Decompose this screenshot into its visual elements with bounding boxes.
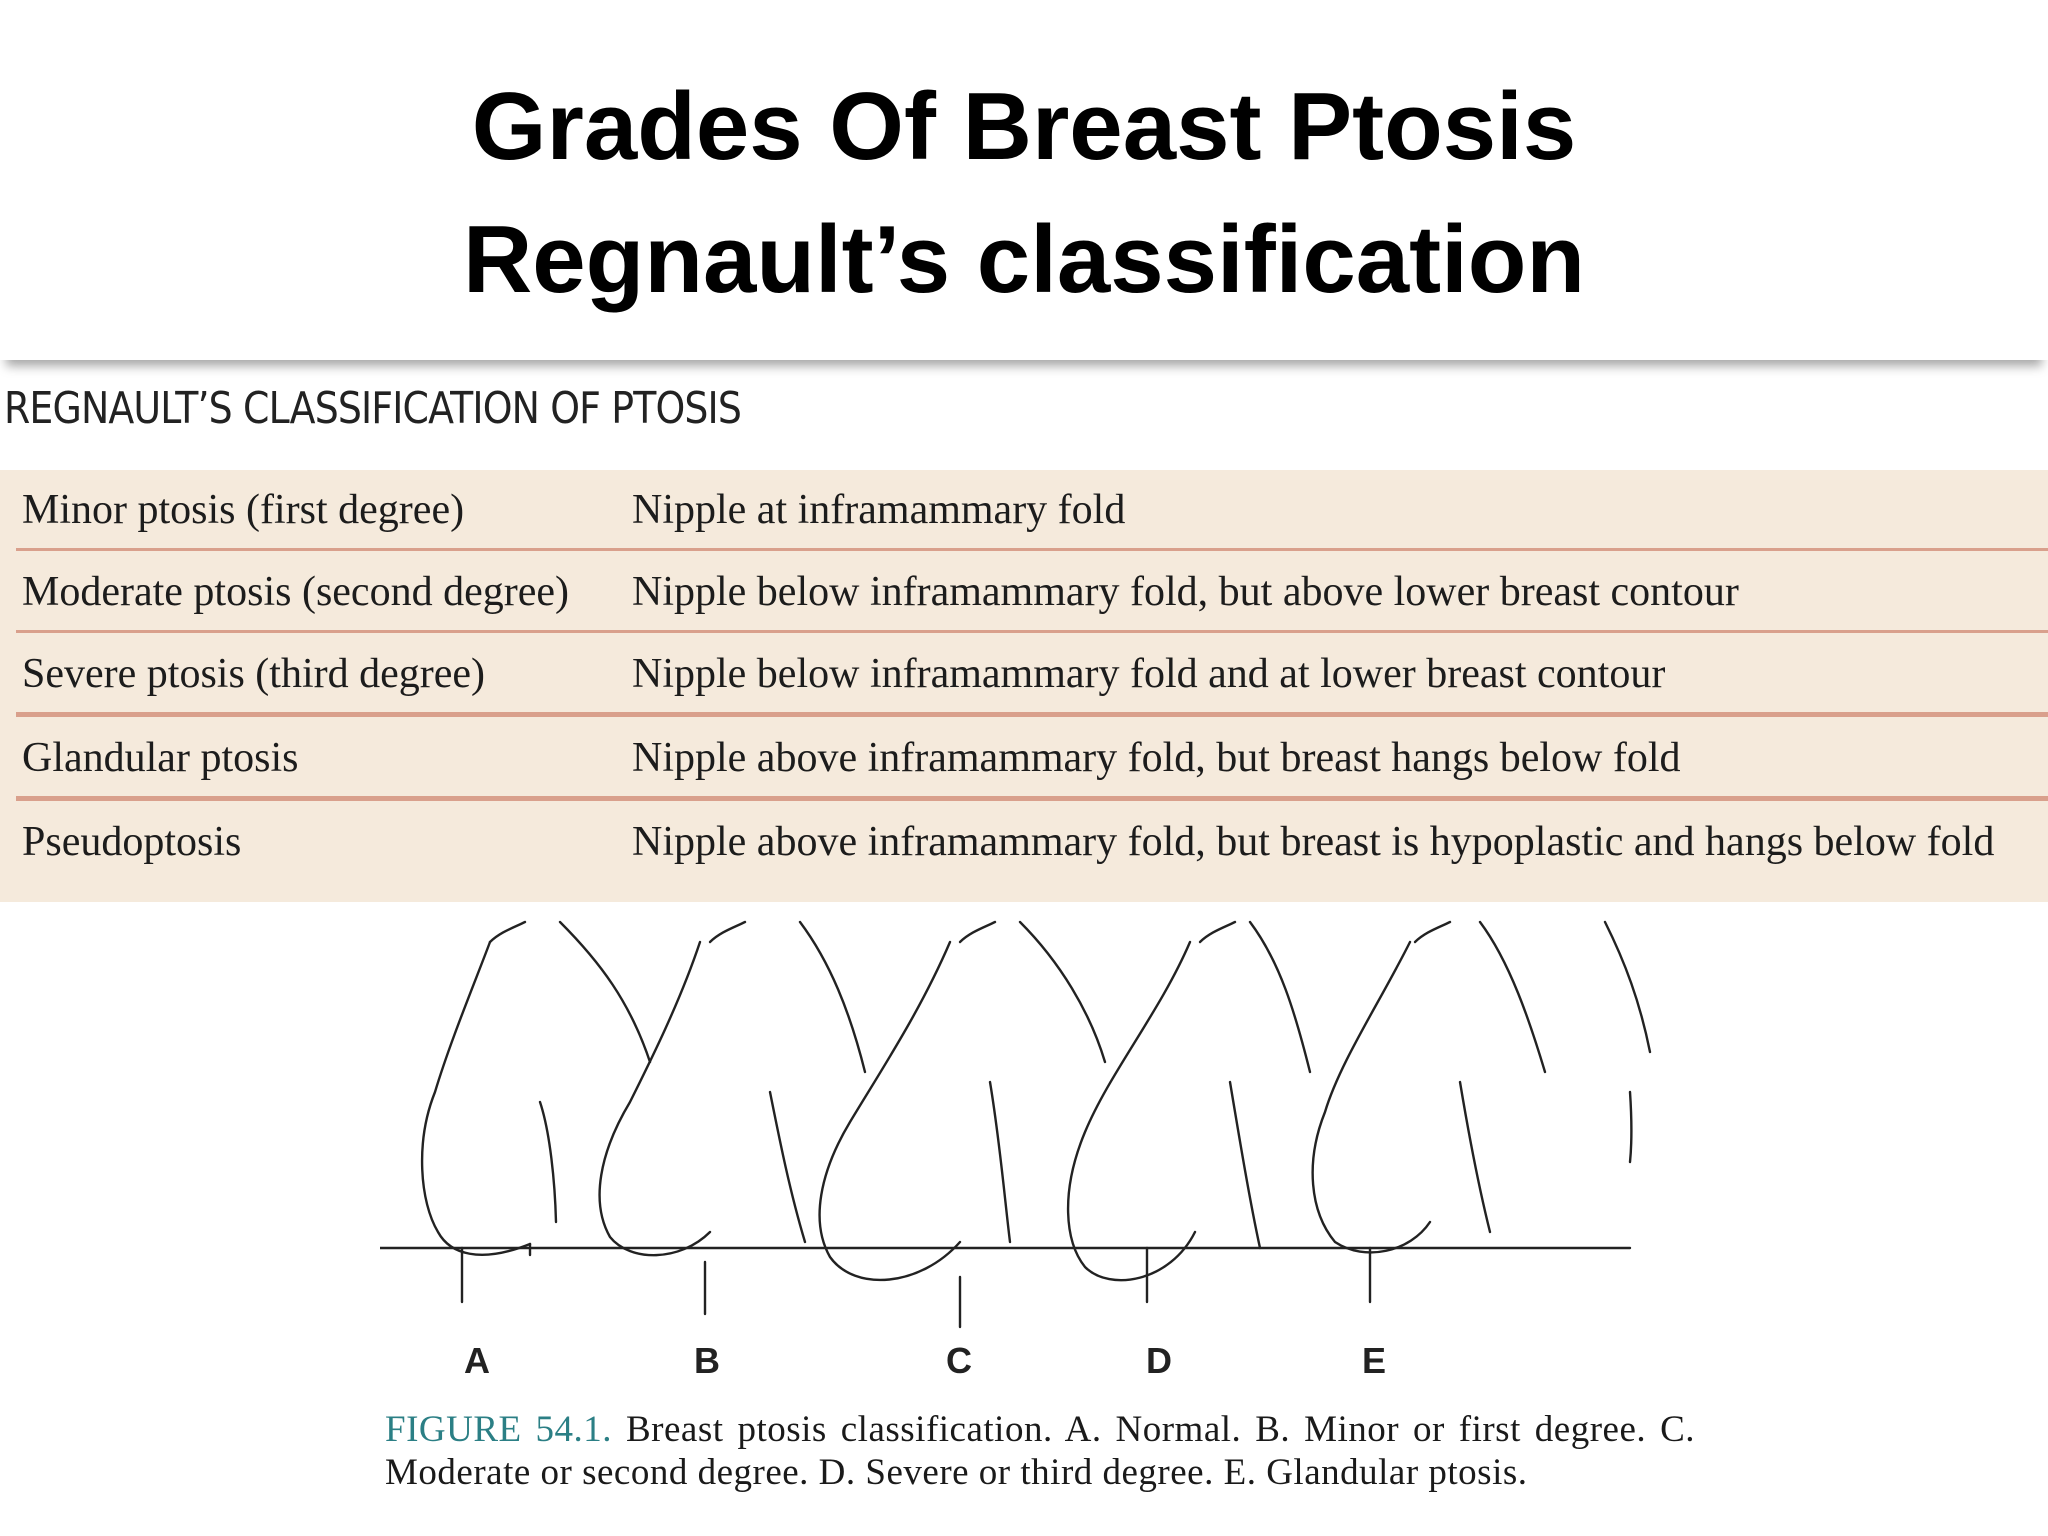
figure-label-b: B bbox=[694, 1340, 720, 1381]
title-band bbox=[0, 0, 2048, 360]
profile-a bbox=[422, 922, 650, 1302]
profile-c bbox=[820, 922, 1105, 1327]
figure-number: FIGURE 54.1. bbox=[385, 1409, 613, 1450]
description-cell: Nipple below inframammary fold and at lower breast contour bbox=[632, 651, 1666, 697]
profile-b bbox=[600, 922, 865, 1314]
figure-label-e: E bbox=[1362, 1340, 1387, 1381]
table-row bbox=[16, 634, 2048, 717]
description-cell: Nipple above inframammary fold, but breast hangs below fold bbox=[632, 735, 1681, 781]
profile-e bbox=[1313, 922, 1650, 1302]
grade-cell: Moderate ptosis (second degree) bbox=[22, 569, 569, 615]
grade-cell: Pseudoptosis bbox=[22, 819, 242, 865]
description-cell: Nipple above inframammary fold, but breast is hypoplastic and hangs below fold bbox=[632, 819, 1995, 865]
table-row bbox=[16, 718, 2048, 801]
table-heading: REGNAULT’S CLASSIFICATION OF PTOSIS bbox=[4, 383, 742, 434]
table-row bbox=[16, 470, 2048, 551]
grade-cell: Minor ptosis (first degree) bbox=[22, 487, 465, 533]
breast-profile-illustration bbox=[380, 902, 1700, 1382]
grade-cell: Severe ptosis (third degree) bbox=[22, 651, 486, 697]
table-row bbox=[16, 552, 2048, 633]
grade-cell: Glandular ptosis bbox=[22, 735, 299, 781]
figure-caption-text: Breast ptosis classification. A. Normal. B. Minor or first degree. C. Moderate or second degree. D. Severe or third degree. E. Glandular ptosis. bbox=[385, 1409, 1695, 1493]
slide-title: Grades Of Breast Ptosis bbox=[471, 73, 1577, 180]
figure-label-c: C bbox=[946, 1340, 972, 1381]
table-row bbox=[16, 802, 2048, 880]
profile-d bbox=[1068, 922, 1310, 1302]
description-cell: Nipple below inframammary fold, but above lower breast contour bbox=[632, 569, 1739, 615]
figure-caption bbox=[385, 1408, 1695, 1494]
figure-label-a: A bbox=[464, 1340, 490, 1381]
description-cell: Nipple at inframammary fold bbox=[632, 487, 1126, 533]
classification-table bbox=[0, 470, 2048, 902]
slide-subtitle: Regnault’s classification bbox=[462, 206, 1586, 313]
figure-label-d: D bbox=[1146, 1340, 1172, 1381]
ptosis-figure bbox=[380, 902, 1700, 1382]
